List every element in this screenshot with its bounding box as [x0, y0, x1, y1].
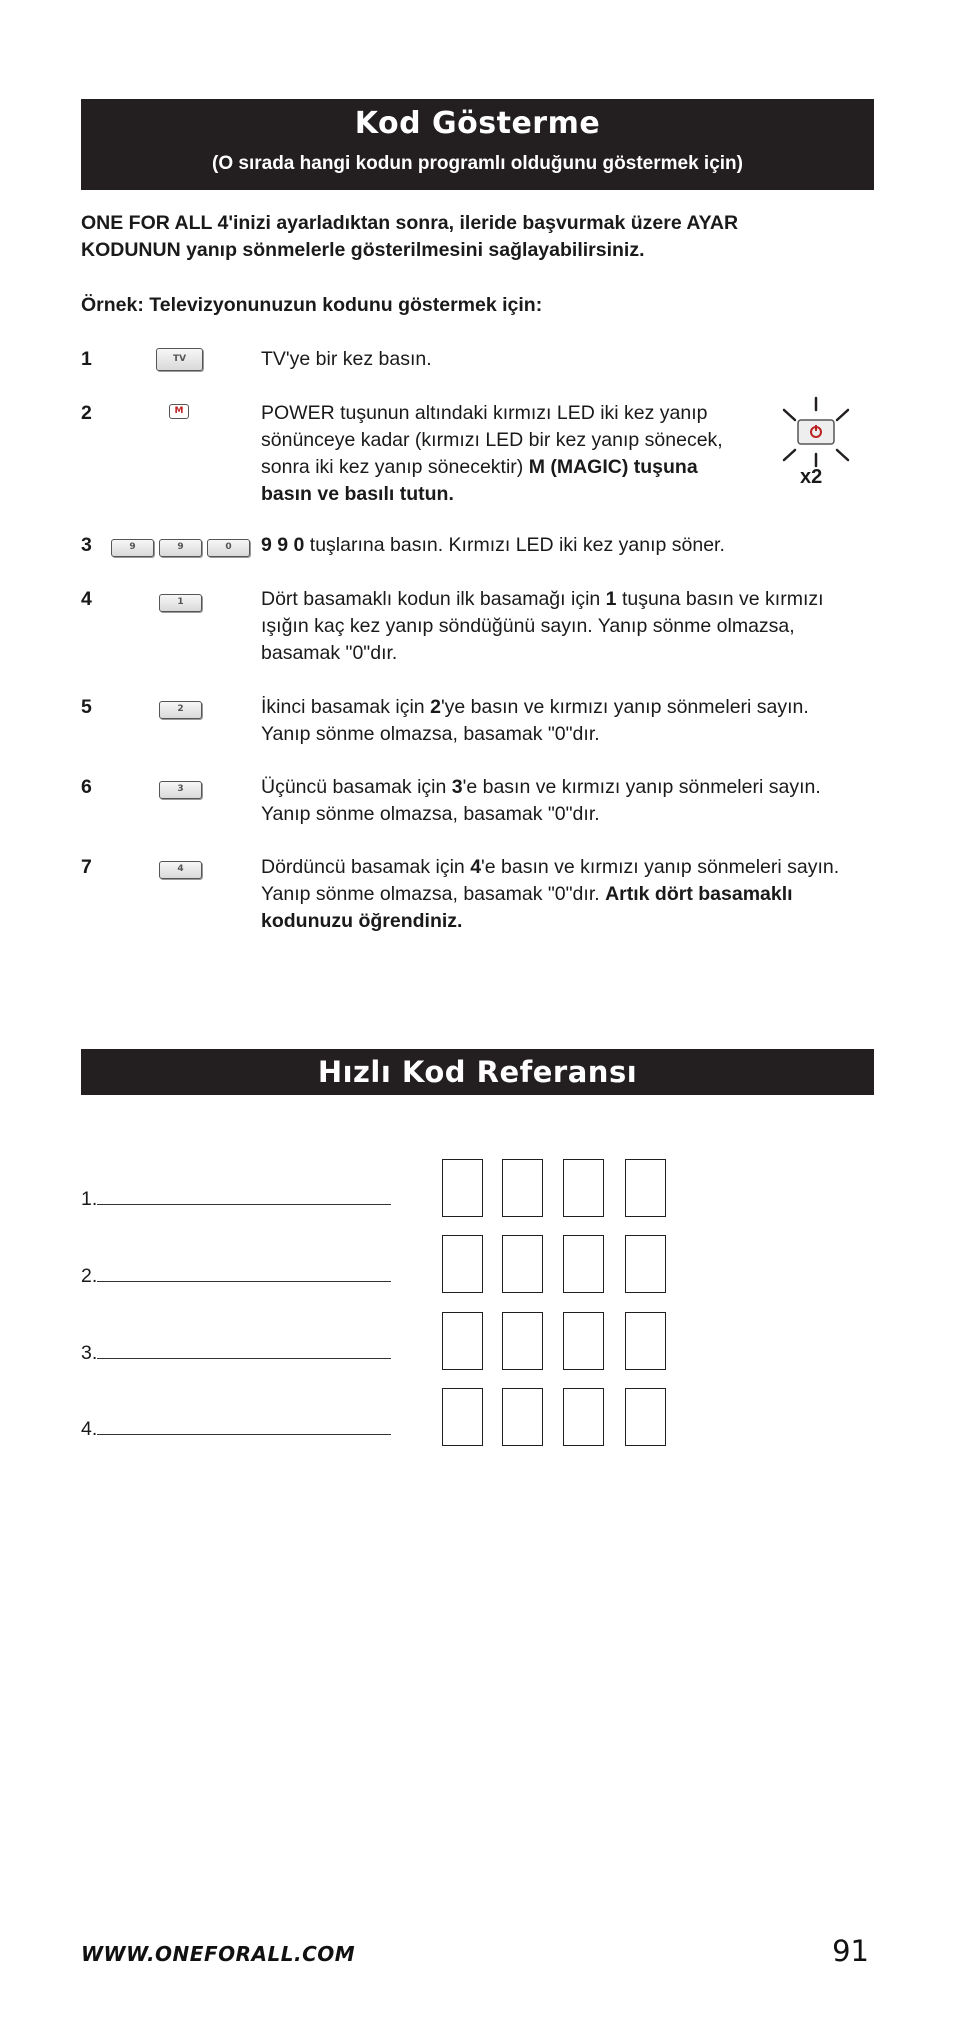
step-2-line-1: POWER tuşunun altındaki kırmızı LED iki kez yanıp — [261, 402, 708, 424]
digit-9-key-icon: 9 — [159, 539, 202, 557]
step-number-2: 2 — [81, 402, 92, 424]
step-7-bold: 4 — [470, 856, 482, 878]
intro-paragraph — [81, 210, 874, 264]
step-text-4 — [261, 586, 824, 667]
reference-row-number: 2. — [81, 1265, 98, 1287]
code-digit-box[interactable] — [563, 1388, 604, 1446]
section-title: Kod Gösterme — [354, 106, 601, 141]
step-5-line-1 — [261, 694, 809, 721]
step-5-post: 'ye basın ve kırmızı yanıp sönmeleri sayın. — [440, 696, 809, 718]
reference-row-number: 4. — [81, 1418, 98, 1440]
code-digit-box[interactable] — [442, 1159, 483, 1217]
step-4-post: tuşuna basın ve kırmızı — [616, 588, 824, 610]
step-7-line-3: kodunuzu öğrendiniz. — [261, 910, 463, 932]
code-digit-box[interactable] — [502, 1388, 543, 1446]
step-2-line-2: sönünceye kadar (kırmızı LED bir kez yanıp sönecek, — [261, 429, 723, 451]
step-number-6: 6 — [81, 776, 92, 798]
digit-9-key-icon: 9 — [111, 539, 154, 557]
section-subtitle: (O sırada hangi kodun programlı olduğunu göstermek için) — [212, 153, 743, 174]
code-digit-box[interactable] — [563, 1312, 604, 1370]
section-header-kod-gosterme — [81, 99, 874, 190]
step-3-line-1 — [261, 532, 725, 559]
code-digit-box[interactable] — [625, 1235, 666, 1293]
magic-key-icon: M — [169, 404, 189, 419]
write-in-line[interactable] — [97, 1262, 391, 1282]
step-text-3 — [261, 532, 725, 559]
step-3-bold: 9 9 0 — [261, 534, 305, 556]
step-4-line-2: ışığın kaç kez yanıp söndüğünü sayın. Yanıp sönme olmazsa, — [261, 615, 795, 637]
step-text-7 — [261, 854, 839, 935]
step-text-5 — [261, 694, 809, 748]
reference-row-number: 3. — [81, 1342, 98, 1364]
step-5-bold: 2 — [430, 696, 441, 718]
step-7-pre: Dördüncü basamak için — [261, 856, 471, 878]
step-number-1: 1 — [81, 348, 92, 370]
step-text-2 — [261, 400, 723, 508]
website-url[interactable]: WWW.ONEFORALL.COM — [81, 1942, 356, 1966]
step-3-rest: tuşlarına basın. Kırmızı LED iki kez yanıp söner. — [304, 534, 725, 556]
step-number-7: 7 — [81, 856, 92, 878]
step-7-line-2 — [261, 881, 839, 908]
write-in-line[interactable] — [97, 1339, 391, 1359]
code-digit-box[interactable] — [442, 1235, 483, 1293]
reference-row-1-label — [81, 1185, 391, 1213]
digit-4-key-icon: 4 — [159, 861, 202, 879]
code-digit-box[interactable] — [625, 1388, 666, 1446]
step-4-line-1 — [261, 586, 824, 613]
step-2-line-4: basın ve basılı tutun. — [261, 483, 454, 505]
step-2-bold: M (MAGIC) tuşuna — [528, 456, 698, 478]
code-digit-box[interactable] — [625, 1159, 666, 1217]
code-digit-box[interactable] — [502, 1312, 543, 1370]
section-header-hizli-kod-referansi — [81, 1049, 874, 1095]
code-digit-box[interactable] — [442, 1312, 483, 1370]
step-number-5: 5 — [81, 696, 92, 718]
step-4-bold: 1 — [605, 588, 617, 610]
step-7-bold-2: Artık dört basamaklı — [605, 883, 793, 905]
step-4-pre: Dört basamaklı kodun ilk basamağı için — [261, 588, 606, 610]
code-digit-box[interactable] — [502, 1235, 543, 1293]
digit-3-key-icon: 3 — [159, 781, 202, 799]
digit-1-key-icon: 1 — [159, 594, 202, 612]
step-6-bold: 3 — [451, 776, 463, 798]
code-digit-box[interactable] — [442, 1388, 483, 1446]
step-2-line-3-text: sonra iki kez yanıp sönecektir) — [261, 456, 529, 478]
step-4-line-3: basamak "0"dır. — [261, 642, 398, 664]
example-heading: Örnek: Televizyonunuzun kodunu göstermek için: — [81, 294, 543, 316]
intro-line-1: ONE FOR ALL 4'inizi ayarladıktan sonra, ileride başvurmak üzere AYAR — [81, 212, 739, 234]
intro-line-2: KODUNUN yanıp sönmelerle gösterilmesini sağlayabilirsiniz. — [81, 239, 645, 261]
tv-key-icon: TV — [156, 348, 203, 371]
step-text-6 — [261, 774, 821, 828]
write-in-line[interactable] — [97, 1415, 391, 1435]
code-digit-box[interactable] — [563, 1235, 604, 1293]
code-digit-box[interactable] — [625, 1312, 666, 1370]
reference-row-4-label — [81, 1415, 391, 1443]
digit-0-key-icon: 0 — [207, 539, 250, 557]
step-number-4: 4 — [81, 588, 92, 610]
step-5-line-2: Yanıp sönme olmazsa, basamak "0"dır. — [261, 723, 600, 745]
page-number: 91 — [832, 1934, 869, 1968]
reference-row-2-label — [81, 1262, 391, 1290]
code-digit-box[interactable] — [563, 1159, 604, 1217]
step-6-line-2: Yanıp sönme olmazsa, basamak "0"dır. — [261, 803, 600, 825]
blink-count-label: x2 — [800, 466, 823, 488]
step-6-line-1 — [261, 774, 821, 801]
step-2-line-3 — [261, 454, 723, 481]
step-7-line-2-text: Yanıp sönme olmazsa, basamak "0"dır. — [261, 883, 606, 905]
step-7-post: 'e basın ve kırmızı yanıp sönmeleri sayın. — [481, 856, 840, 878]
step-6-pre: Üçüncü basamak için — [261, 776, 452, 798]
step-7-line-1 — [261, 854, 839, 881]
code-digit-box[interactable] — [502, 1159, 543, 1217]
write-in-line[interactable] — [97, 1185, 391, 1205]
step-6-post: 'e basın ve kırmızı yanıp sönmeleri sayın. — [462, 776, 821, 798]
reference-row-number: 1. — [81, 1188, 98, 1210]
reference-title: Hızlı Kod Referansı — [317, 1055, 638, 1089]
step-5-pre: İkinci basamak için — [261, 696, 431, 718]
step-text-1 — [261, 346, 432, 373]
step-number-3: 3 — [81, 534, 92, 556]
step-1-line-1: TV'ye bir kez basın. — [261, 348, 432, 370]
reference-row-3-label — [81, 1339, 391, 1367]
digit-2-key-icon: 2 — [159, 701, 202, 719]
